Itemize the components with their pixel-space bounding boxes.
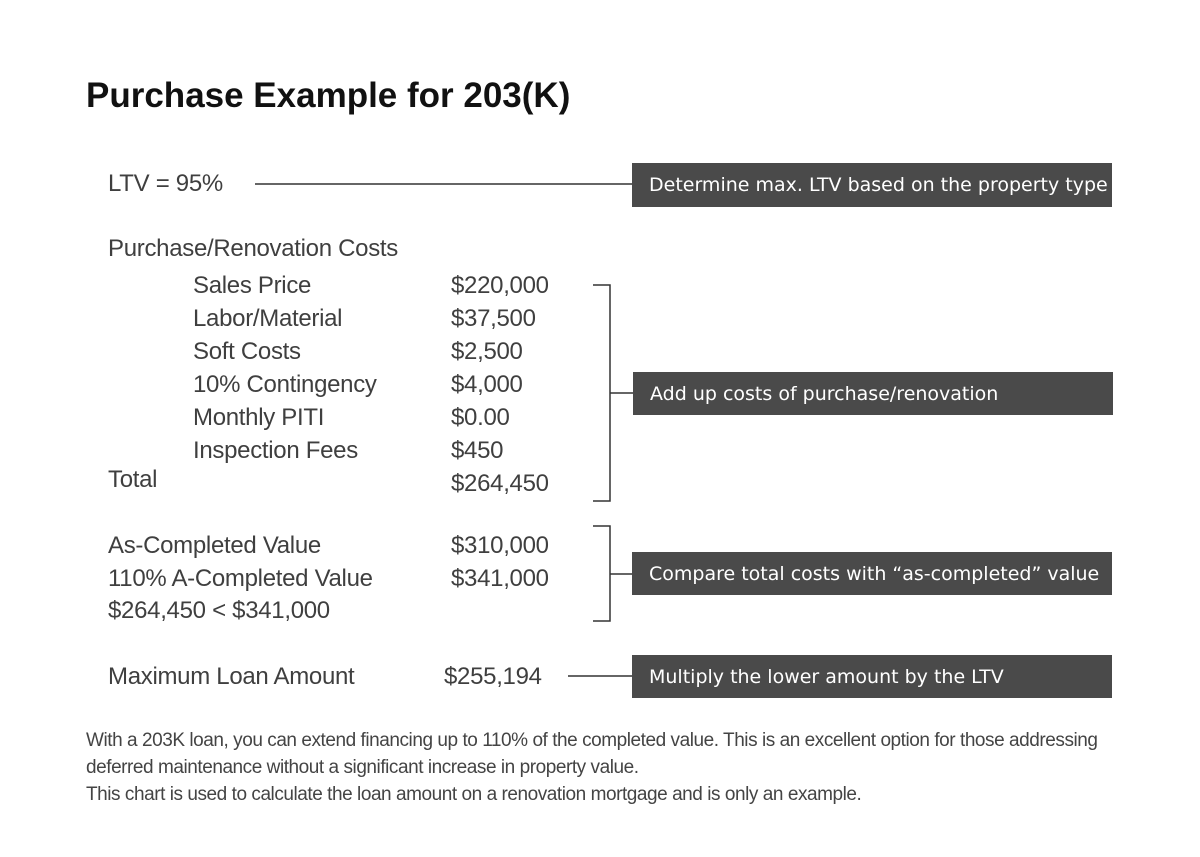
callout-costs: [633, 372, 1113, 415]
costs-heading: Purchase/Renovation Costs: [108, 235, 398, 262]
cost-item-value: $4,000: [451, 371, 523, 398]
as-completed-label: As-Completed Value: [108, 532, 321, 559]
callout-ltv: [632, 163, 1112, 207]
callout-costs-text: Add up costs of purchase/renovation: [650, 382, 999, 405]
total-value: $264,450: [451, 470, 549, 497]
cost-item-value: $220,000: [451, 272, 549, 299]
costs-bracket: [593, 285, 610, 501]
cost-item-label: Inspection Fees: [193, 437, 358, 464]
pct-completed-label: 110% A-Completed Value: [108, 565, 373, 592]
cost-item-label: Soft Costs: [193, 338, 301, 365]
ltv-label: LTV = 95%: [108, 170, 223, 197]
footnote-line-2: deferred maintenance without a significant increase in property value.: [86, 757, 639, 778]
cost-item-value: $37,500: [451, 305, 536, 332]
compare-text: $264,450 < $341,000: [108, 597, 330, 624]
cost-item-value: $2,500: [451, 338, 523, 365]
total-label: Total: [108, 466, 158, 493]
callout-compare-text: Compare total costs with “as-completed” value: [649, 562, 1100, 585]
cost-item-label: Sales Price: [193, 272, 312, 299]
cost-item-label: Monthly PITI: [193, 404, 325, 431]
max-loan-label: Maximum Loan Amount: [108, 663, 355, 690]
compare-bracket: [593, 526, 610, 621]
callout-compare: [632, 552, 1112, 595]
callout-ltv-text: Determine max. LTV based on the property type: [649, 174, 1108, 196]
cost-item-label: Labor/Material: [193, 305, 343, 332]
page-title: Purchase Example for 203(K): [86, 76, 571, 115]
as-completed-value: $310,000: [451, 532, 549, 559]
footnote-line-3: This chart is used to calculate the loan amount on a renovation mortgage and is only an example.: [86, 784, 862, 805]
cost-item-value: $0.00: [451, 404, 510, 431]
max-loan-value: $255,194: [444, 663, 542, 690]
callout-multiply-text: Multiply the lower amount by the LTV: [649, 665, 1004, 688]
cost-item-label: 10% Contingency: [193, 371, 377, 398]
footnote-line-1: With a 203K loan, you can extend financing up to 110% of the completed value. This is an excellent option for those addressing: [86, 730, 1098, 751]
pct-completed-value: $341,000: [451, 565, 549, 592]
cost-item-value: $450: [451, 437, 504, 464]
callout-multiply: [632, 655, 1112, 698]
